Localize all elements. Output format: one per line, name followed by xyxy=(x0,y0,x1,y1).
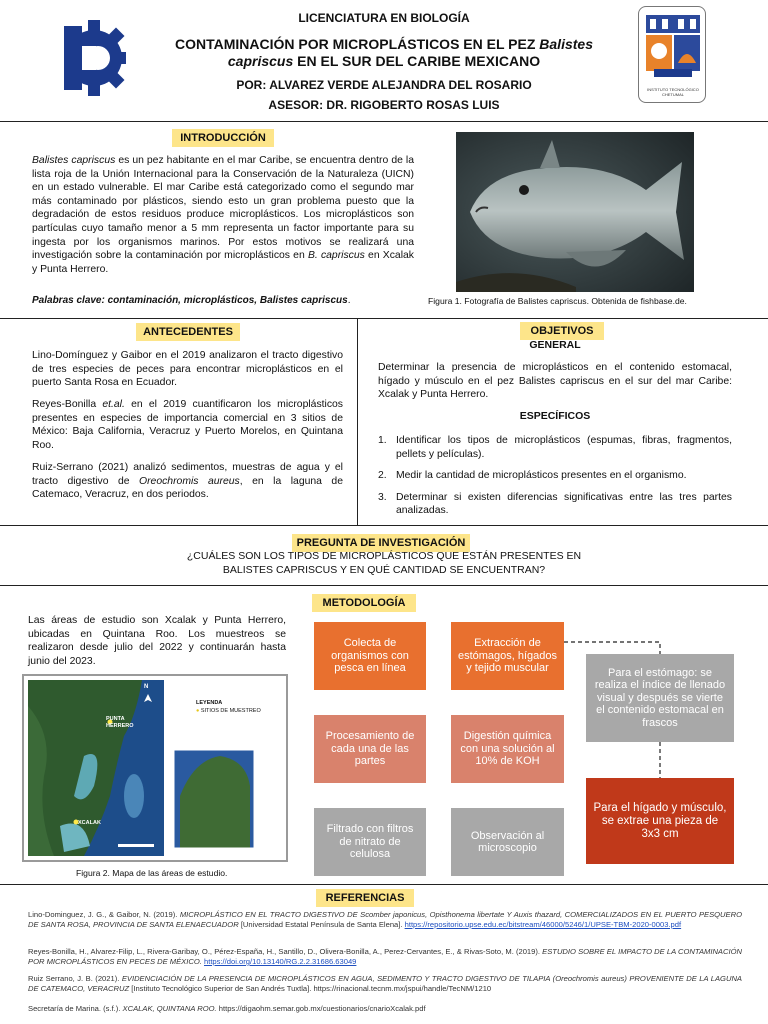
step-process: Procesamiento de cada una de las partes xyxy=(314,715,426,783)
keywords-end: . xyxy=(347,295,351,306)
antecedentes-p3-b: , en la laguna de Catemaco, Veracruz, en dos periodos. xyxy=(32,475,343,501)
intro-species2: B. capriscus xyxy=(307,250,365,262)
map-legend-title: LEYENDA xyxy=(196,700,223,706)
study-area-map xyxy=(22,674,288,862)
map-legend-item-label: SITIOS DE MUESTREO xyxy=(200,708,261,714)
divider-objetivos xyxy=(0,525,768,526)
divider-vertical xyxy=(357,318,358,525)
step-digest: Digestión química con una solución al 10% de KOH xyxy=(451,715,564,783)
referencias-heading: REFERENCIAS xyxy=(316,889,414,907)
objetivo-number: 1. xyxy=(378,435,387,446)
antecedentes-p3-species: Oreochromis aureus xyxy=(139,475,240,487)
keywords-text: Palabras clave: contaminación, microplásticos, Balistes capriscus xyxy=(32,295,348,306)
map-north-label: N xyxy=(144,684,149,690)
especificos-heading: ESPECÍFICOS xyxy=(519,410,591,422)
poster-title xyxy=(150,36,618,70)
objetivo-item xyxy=(378,491,732,518)
map-legend-item xyxy=(196,708,261,714)
dashed-connector xyxy=(562,630,682,780)
antecedentes-p2 xyxy=(32,398,343,452)
step-liver-muscle: Para el hígado y músculo, se extrae una pieza de 3x3 cm xyxy=(586,778,734,864)
ref4-source: https://digaohm.semar.gob.mx/cuestionarios/cnarioXcalak.pdf xyxy=(216,1004,426,1013)
objetivo-general: Determinar la presencia de microplásticos en el contenido estomacal, hígado y músculo en el pez Balistes capriscus en el sur del mar Caribe: Xcalak y Punta Herrero. xyxy=(378,362,732,401)
objetivo-number: 2. xyxy=(378,470,387,482)
divider-metodologia xyxy=(0,884,768,885)
metodologia-intro: Las áreas de estudio son Xcalak y Punta Herrero, ubicadas en Quintana Roo. Los muestreos se realizaron desde julio del 2022 y continuarán hasta junio del 2023. xyxy=(28,615,286,667)
antecedentes-p3-a: Ruiz-Serrano (2021) analizó sedimentos, muestras de agua y el tracto digestivo de xyxy=(32,462,343,487)
pregunta-line1: ¿CUÁLES SON LOS TIPOS DE MICROPLÁSTICOS QUE ESTÁN PRESENTES EN xyxy=(186,550,582,562)
ref1-title: MICROPLÁSTICO EN EL TRACTO DIGESTIVO DE Scomber japonicus, Opisthonema libertate Y Auxis thazard, COMERCIALIZADOS EN EL PUERTO PESQUERO DE SANTA ROSA, PROVINCIA DE SANTA ELENAECUADOR xyxy=(28,910,742,929)
map-label-xcalak: XCALAK xyxy=(78,820,101,826)
divider-header xyxy=(0,121,768,122)
antecedentes-p2-b: en el 2019 cuantificaron los microplásticos presentes en especies de importancia comercial en 3 sitios de México: Baja California, Veracruz y Puerto Morelos, en Quintana Roo. xyxy=(32,399,343,451)
ref1-authors: Lino-Dominguez, J. G., & Gaibor, N. (2019). xyxy=(28,910,180,919)
map-label-punta: PUNTA HERRERO xyxy=(106,716,134,729)
reference-1 xyxy=(28,910,742,930)
intro-species: Balistes capriscus xyxy=(32,155,116,166)
tecnm-logo xyxy=(58,6,130,110)
title-species-b: capriscus xyxy=(227,53,294,69)
antecedentes-p2-etal: et.al. xyxy=(102,399,125,410)
ref1-source: [Universidad Estatal Península de Santa Elena]. xyxy=(238,920,405,929)
ref4-authors: Secretaría de Marina. (s.f.). xyxy=(28,1004,123,1013)
pregunta-heading: PREGUNTA DE INVESTIGACIÓN xyxy=(292,534,470,552)
antecedentes-p2-a: Reyes-Bonilla xyxy=(32,399,103,410)
itch-logo-caption: INSTITUTO TECNOLÓGICO CHETUMAL xyxy=(647,87,699,97)
divider-pregunta xyxy=(0,585,768,586)
metodologia-heading: METODOLOGÍA xyxy=(312,594,416,612)
intro-text2: en Xcalak y Punta Herrero. xyxy=(32,250,414,275)
general-heading: GENERAL xyxy=(529,339,581,351)
ref3-source: [Instituto Tecnológico Superior de San Andrés Tuxtla]. https://rinacional.tecnm.mx/jspui/handle/TecNM/1210 xyxy=(129,984,492,993)
title-part1: CONTAMINACIÓN POR MICROPLÁSTICOS EN EL PEZ xyxy=(175,36,540,52)
objetivos-list xyxy=(378,434,732,526)
objetivo-item xyxy=(378,469,732,483)
step-collect: Colecta de organismos con pesca en línea xyxy=(314,622,426,690)
ref1-link[interactable]: https://repositorio.upse.edu.ec/bitstream/46000/5246/1/UPSE-TBM-2020-0003.pdf xyxy=(404,920,682,929)
figure2-caption: Figura 2. Mapa de las áreas de estudio. xyxy=(76,868,228,878)
intro-text1: es un pez habitante en el mar Caribe, se encuentra dentro de la lista roja de la Unión Internacional para la Conservación de la Naturaleza (UICN) en un estado vulnerable. El mar Caribe está categorizado como el segundo mar más contaminado por plásticos, siendo esto un gran problema puesto que la degradación de estos residuos produce microplásticos. Los microplásticos son partículas cuyo tamaño menor a 5 mm representa un factor importante para su ingesta por los organismos marinos. Por estos motivos se realizará una investigación sobre la contaminación por microplásticos en xyxy=(32,155,414,262)
triggerfish-image xyxy=(456,132,694,292)
itch-logo xyxy=(638,6,706,103)
ref2-link[interactable]: https://doi.org/10.13140/RG.2.2.31686.63049 xyxy=(203,957,357,966)
gear-logo-icon xyxy=(58,6,130,110)
ref2-title: ESTUDIO SOBRE EL IMPACTO DE LA CONTAMINACIÓN POR MICROPLÁSTICOS EN PECES DE MÉXICO. xyxy=(28,947,742,966)
divider-intro xyxy=(0,318,768,319)
intro-heading: INTRODUCCIÓN xyxy=(172,129,274,147)
ref2-authors: Reyes-Bonilla, H., Alvarez-Filip, L., Rivera-Garibay, O., Pérez-España, H., Santillo, D., Olivera-Bonilla, A., Perez-Cervantes, E., & Rivas-Soto, M. (2019). xyxy=(28,947,543,956)
objetivo-item xyxy=(378,434,732,461)
ref3-title: EVIDENCIACIÓN DE LA PRESENCIA DE MICROPLÁSTICOS EN AGUA, SEDIMENTO Y TRACTO DIGESTIVO DE TILAPIA (Oreochromis aureus) PROVENIENTE DE LA LAGUNA DE CATEMACO, VERACRUZ xyxy=(28,974,742,993)
step-filter: Filtrado con filtros de nitrato de celulosa xyxy=(314,808,426,876)
antecedentes-p3 xyxy=(32,461,343,502)
reference-3 xyxy=(28,974,742,994)
antecedentes-p1: Lino-Domínguez y Gaibor en el 2019 analizaron el tracto digestivo de tres especies de peces para encontrar microplásticos en el puerto Santa Rosa en Ecuador. xyxy=(32,350,343,389)
objetivo-number: 3. xyxy=(378,491,387,503)
objetivo-text: Determinar si existen diferencias significativas entre las tres partes analizadas. xyxy=(396,491,732,517)
ref4-title: XCALAK, QUINTANA ROO. xyxy=(122,1004,217,1013)
title-species-a: Balistes xyxy=(539,36,593,52)
fish-photo xyxy=(456,132,694,292)
intro-paragraph xyxy=(32,154,414,276)
map-image xyxy=(24,676,286,860)
ref3-authors: Ruiz Serrano, J. B. (2021). xyxy=(28,974,122,983)
keywords xyxy=(32,295,412,306)
objetivos-heading: OBJETIVOS xyxy=(520,322,604,340)
figure1-caption: Figura 1. Fotografía de Balistes capriscus. Obtenida de fishbase.de. xyxy=(428,296,687,306)
title-part2: EN EL SUR DEL CARIBE MEXICANO xyxy=(293,53,541,69)
step-extract: Extracción de estómagos, hígados y tejido muscular xyxy=(451,622,564,690)
institute-crest-icon xyxy=(640,11,706,81)
objetivo-text: Identificar los tipos de microplásticos (espumas, fibras, fragmentos, pellets y películas). xyxy=(396,435,732,460)
reference-2 xyxy=(28,947,742,967)
step-observe: Observación al microscopio xyxy=(451,808,564,876)
step-stomach: Para el estómago: se realiza el índice de llenado visual y después se vierte el contenido estomacal en frascos xyxy=(586,654,734,742)
pregunta-line2: BALISTES CAPRISCUS Y EN QUÉ CANTIDAD SE ENCUENTRAN? xyxy=(222,564,546,576)
objetivo-text: Medir la cantidad de microplásticos presentes en el organismo. xyxy=(396,470,687,482)
author: POR: ALVAREZ VERDE ALEJANDRA DEL ROSARIO xyxy=(236,78,532,92)
antecedentes-heading: ANTECEDENTES xyxy=(136,323,240,341)
program-name: LICENCIATURA EN BIOLOGÍA xyxy=(298,11,470,25)
legend-dot-icon: ● xyxy=(196,708,200,714)
reference-4 xyxy=(28,1004,742,1014)
advisor: ASESOR: DR. RIGOBERTO ROSAS LUIS xyxy=(268,98,500,112)
